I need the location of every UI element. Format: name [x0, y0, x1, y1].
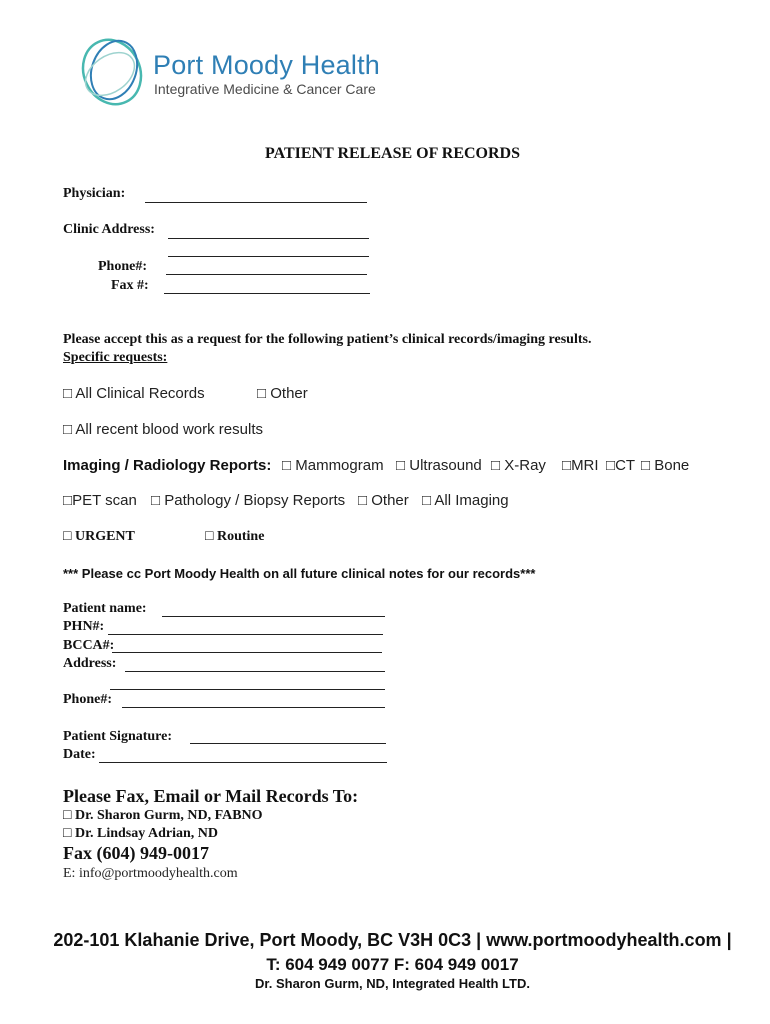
logo-mark-icon [78, 34, 146, 110]
physician-field[interactable] [145, 202, 367, 203]
other-records-option[interactable] [257, 385, 308, 402]
checkbox-icon[interactable]: □ [358, 492, 368, 509]
checkbox-icon[interactable]: □ [63, 385, 73, 402]
checkbox-icon[interactable]: □ [491, 457, 501, 474]
mri-label: MRI [571, 457, 599, 474]
cc-note: *** Please cc Port Moody Health on all future clinical notes for our records*** [63, 566, 536, 581]
checkbox-icon[interactable]: □ [562, 457, 572, 474]
xray-label: X-Ray [504, 457, 546, 474]
date-field[interactable] [99, 762, 387, 763]
routine-option[interactable] [205, 529, 264, 545]
routine-label: Routine [216, 529, 265, 544]
blood-work-option[interactable] [63, 421, 263, 438]
urgent-label: URGENT [74, 529, 135, 544]
email-address: E: info@portmoodyhealth.com [63, 866, 238, 881]
footer-company: Dr. Sharon Gurm, ND, Integrated Health LTD. [255, 976, 530, 991]
pathology-label: Pathology / Biopsy Reports [164, 492, 346, 509]
footer-address: 202-101 Klahanie Drive, Port Moody, BC V3H 0C3 | www.portmoodyhealth.com | [53, 930, 732, 950]
patient-name-field[interactable] [162, 616, 385, 617]
checkbox-icon[interactable]: □ [282, 457, 292, 474]
patient-signature-field[interactable] [190, 743, 386, 744]
doctor-2-option[interactable] [63, 826, 218, 842]
phn-field[interactable] [108, 634, 383, 635]
ct-label: CT [615, 457, 636, 474]
patient-address-field-2[interactable] [110, 689, 385, 690]
bone-option[interactable] [641, 457, 689, 474]
other-imaging-option[interactable] [358, 492, 409, 509]
checkbox-icon[interactable]: □ [641, 457, 651, 474]
bcca-field[interactable] [112, 652, 382, 653]
fax-number: Fax (604) 949-0017 [63, 843, 209, 863]
pet-scan-option[interactable] [63, 492, 137, 509]
footer-phone: T: 604 949 0077 F: 604 949 0017 [266, 955, 519, 974]
pet-scan-label: PET scan [72, 492, 137, 509]
ultrasound-option[interactable] [396, 457, 482, 474]
other-imaging-label: Other [371, 492, 409, 509]
physician-phone-field[interactable] [166, 274, 367, 275]
checkbox-icon[interactable]: □ [396, 457, 406, 474]
checkbox-icon[interactable]: □ [257, 385, 267, 402]
doctor-1-option[interactable] [63, 808, 263, 824]
clinic-address-field-2[interactable] [168, 256, 369, 257]
mammogram-label: Mammogram [295, 457, 384, 474]
phn-label: PHN#: [63, 619, 105, 634]
logo-tagline: Integrative Medicine & Cancer Care [154, 81, 376, 97]
checkbox-icon[interactable]: □ [63, 529, 72, 544]
patient-name-label: Patient name: [63, 601, 147, 616]
all-imaging-label: All Imaging [434, 492, 509, 509]
physician-fax-label: Fax #: [111, 278, 149, 293]
physician-phone-label: Phone#: [98, 259, 147, 274]
mammogram-option[interactable] [282, 457, 384, 474]
checkbox-icon[interactable]: □ [422, 492, 432, 509]
patient-phone-label: Phone#: [63, 692, 112, 707]
send-to-heading: Please Fax, Email or Mail Records To: [63, 786, 359, 806]
other-records-label: Other [270, 385, 308, 402]
checkbox-icon[interactable]: □ [63, 826, 72, 841]
checkbox-icon[interactable]: □ [63, 421, 73, 438]
physician-label: Physician: [63, 186, 126, 201]
xray-option[interactable] [491, 457, 546, 474]
bone-label: Bone [654, 457, 690, 474]
all-clinical-records-label: All Clinical Records [75, 385, 205, 402]
mri-option[interactable] [562, 457, 599, 474]
specific-requests-heading: Specific requests: [63, 350, 168, 365]
pathology-option[interactable] [151, 492, 345, 509]
ultrasound-label: Ultrasound [409, 457, 482, 474]
checkbox-icon[interactable]: □ [205, 529, 214, 544]
all-clinical-records-option[interactable] [63, 385, 205, 402]
logo-title: Port Moody Health [153, 50, 381, 80]
date-label: Date: [63, 747, 96, 762]
imaging-label: Imaging / Radiology Reports: [63, 457, 272, 474]
checkbox-icon[interactable]: □ [63, 808, 72, 823]
all-imaging-option[interactable] [422, 492, 509, 509]
clinic-address-field-1[interactable] [168, 238, 369, 239]
ct-option[interactable] [606, 457, 635, 474]
blood-work-label: All recent blood work results [75, 421, 263, 438]
patient-phone-field[interactable] [122, 707, 385, 708]
urgent-option[interactable] [63, 529, 135, 545]
patient-signature-label: Patient Signature: [63, 729, 173, 744]
checkbox-icon[interactable]: □ [151, 492, 161, 509]
physician-fax-field[interactable] [164, 293, 370, 294]
doctor-1-label: Dr. Sharon Gurm, ND, FABNO [74, 808, 263, 823]
patient-address-label: Address: [63, 656, 117, 671]
patient-address-field-1[interactable] [125, 671, 385, 672]
clinic-address-label: Clinic Address: [63, 222, 155, 237]
request-intro: Please accept this as a request for the following patient’s clinical records/imaging results. [63, 332, 592, 347]
checkbox-icon[interactable]: □ [63, 492, 73, 509]
doctor-2-label: Dr. Lindsay Adrian, ND [74, 826, 218, 841]
bcca-label: BCCA#: [63, 638, 115, 653]
page-title: PATIENT RELEASE OF RECORDS [264, 145, 520, 162]
checkbox-icon[interactable]: □ [606, 457, 616, 474]
